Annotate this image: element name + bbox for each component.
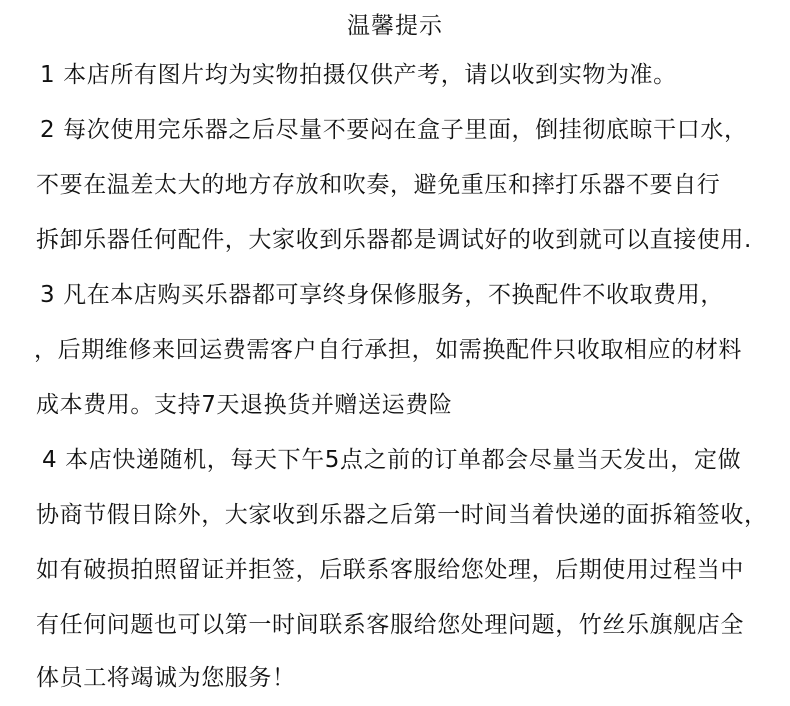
notice-line: ，后期维修来回运费需客户自行承担，如需换配件只收取相应的材料 <box>34 337 742 363</box>
notice-line: 成本费用。支持7天退换货并赠送运费险 <box>36 392 453 418</box>
notice-line: 如有破损拍照留证并拒签，后联系客服给您处理，后期使用过程当中 <box>36 557 744 583</box>
notice-line: 协商节假日除外，大家收到乐器之后第一时间当着快递的面拆箱签收， <box>36 502 768 528</box>
notice-line: 体员工将竭诚为您服务！ <box>36 665 296 691</box>
page-title: 温馨提示 <box>347 13 443 39</box>
notice-line: 1 本店所有图片均为实物拍摄仅供产考，请以收到实物为准。 <box>40 62 677 88</box>
notice-line: 有任何问题也可以第一时间联系客服给您处理问题，竹丝乐旗舰店全 <box>36 612 744 638</box>
notice-line: 3 凡在本店购买乐器都可享终身保修服务，不换配件不收取费用， <box>40 282 724 308</box>
notice-line: 4 本店快递随机，每天下午5点之前的订单都会尽量当天发出，定做 <box>42 447 742 473</box>
notice-line: 拆卸乐器任何配件，大家收到乐器都是调试好的收到就可以直接使用. <box>36 227 752 253</box>
notice-line: 2 每次使用完乐器之后尽量不要闷在盒子里面，倒挂彻底晾干口水， <box>40 117 748 143</box>
notice-line: 不要在温差太大的地方存放和吹奏，避免重压和摔打乐器不要自行 <box>36 172 721 198</box>
